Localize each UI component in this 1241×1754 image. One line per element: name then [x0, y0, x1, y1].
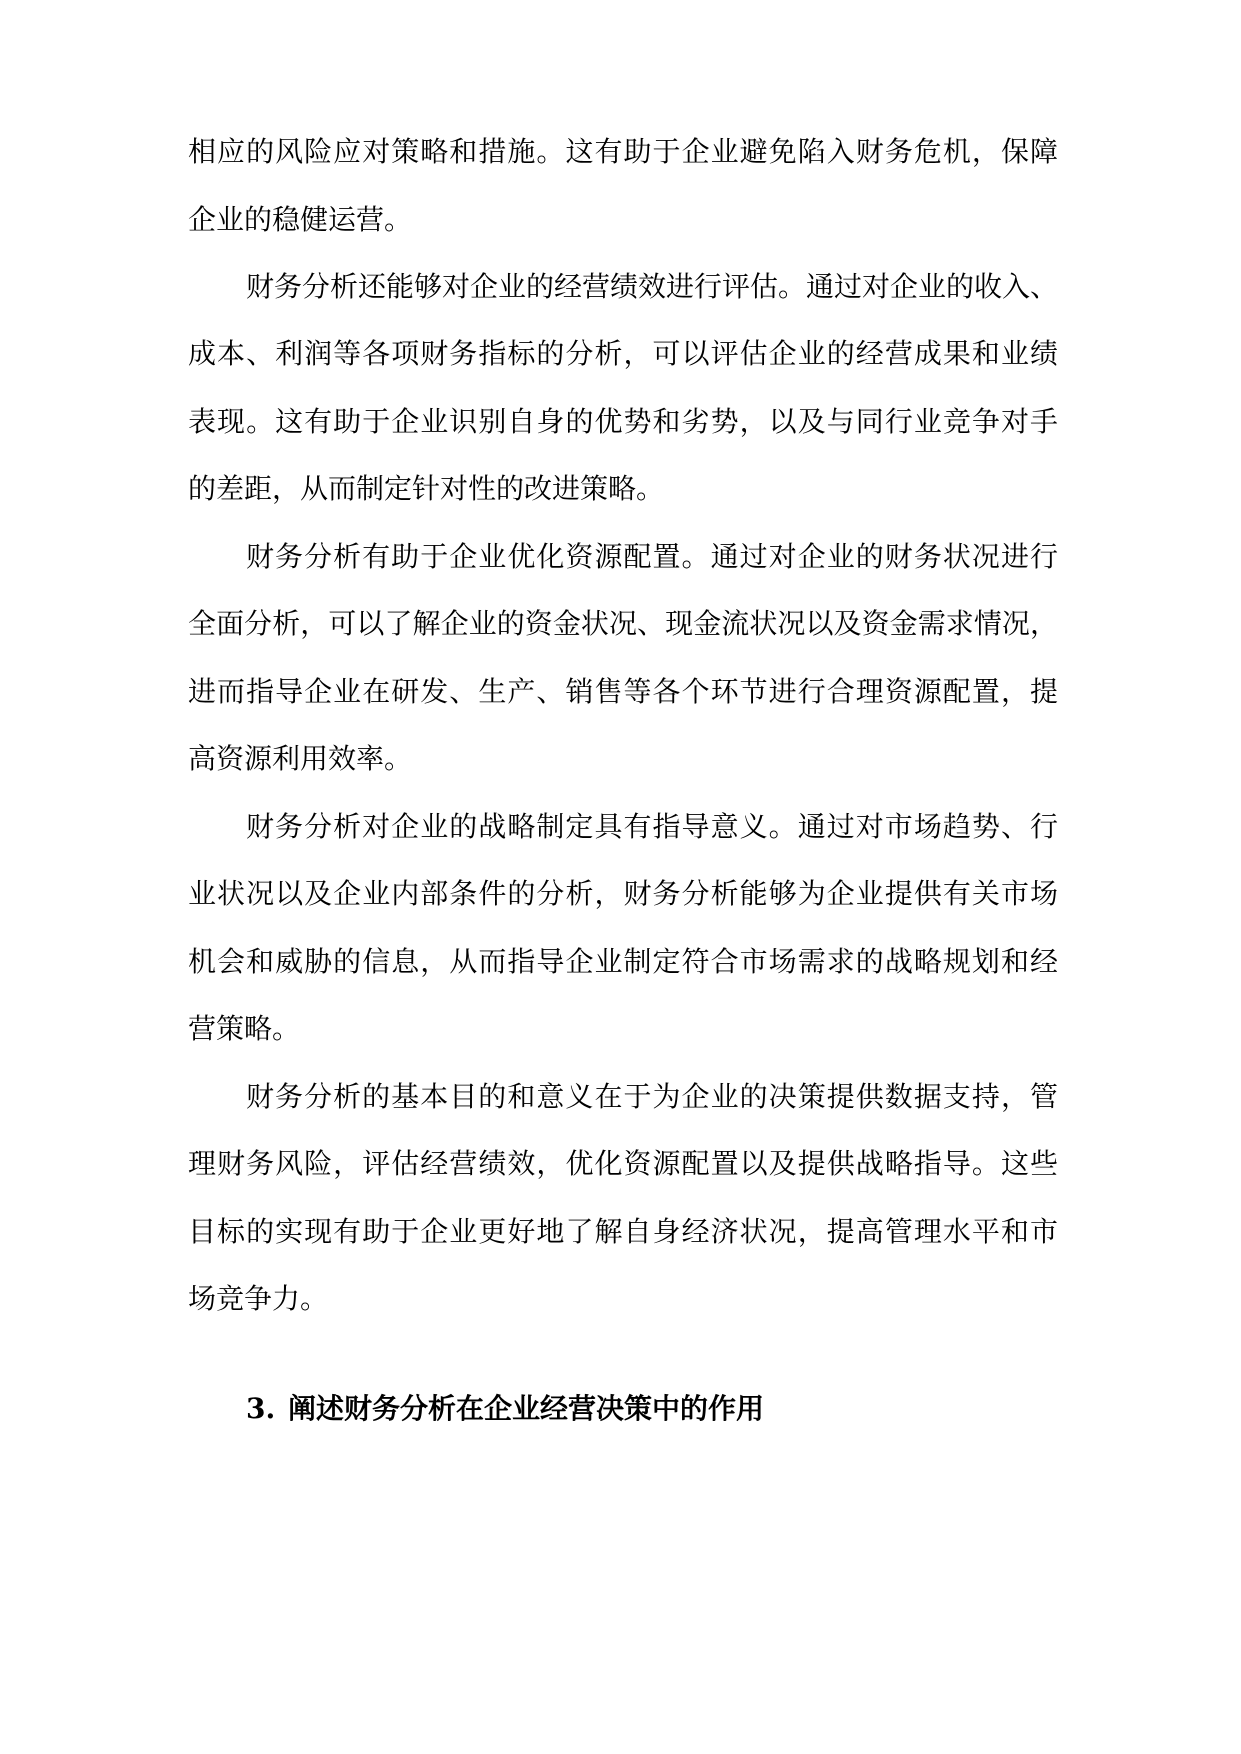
paragraph-line: 场竞争力。 — [188, 1282, 329, 1315]
paragraph-line: 财务分析有助于企业优化资源配置。通过对企业的财务状况进行 — [246, 540, 1058, 573]
paragraph-line: 表现。这有助于企业识别自身的优势和劣势，以及与同行业竞争对手 — [188, 405, 1058, 438]
section-title: 阐述财务分析在企业经营决策中的作用 — [288, 1392, 765, 1425]
section-heading — [246, 1389, 764, 1429]
paragraph-line: 企业的稳健运营。 — [188, 203, 413, 236]
paragraph-line: 的差距，从而制定针对性的改进策略。 — [188, 472, 665, 505]
paragraph-line: 财务分析对企业的战略制定具有指导意义。通过对市场趋势、行 — [246, 810, 1058, 843]
paragraph-line: 相应的风险应对策略和措施。这有助于企业避免陷入财务危机，保障 — [188, 135, 1058, 168]
paragraph-line: 营策略。 — [188, 1012, 301, 1045]
paragraph-line: 高资源利用效率。 — [188, 742, 413, 775]
paragraph-line: 财务分析的基本目的和意义在于为企业的决策提供数据支持，管 — [246, 1080, 1058, 1113]
section-number: 3. — [246, 1392, 276, 1425]
paragraph-line: 业状况以及企业内部条件的分析，财务分析能够为企业提供有关市场 — [188, 877, 1058, 910]
paragraph-line: 机会和威胁的信息，从而指导企业制定符合市场需求的战略规划和经 — [188, 945, 1058, 978]
paragraph-line: 进而指导企业在研发、生产、销售等各个环节进行合理资源配置，提 — [188, 675, 1058, 708]
paragraph-line: 成本、利润等各项财务指标的分析，可以评估企业的经营成果和业绩 — [188, 337, 1058, 370]
paragraph-line: 全面分析，可以了解企业的资金状况、现金流状况以及资金需求情况， — [188, 607, 1058, 640]
paragraph-line: 理财务风险，评估经营绩效，优化资源配置以及提供战略指导。这些 — [188, 1147, 1058, 1180]
paragraph-line: 财务分析还能够对企业的经营绩效进行评估。通过对企业的收入、 — [246, 270, 1058, 303]
paragraph-line: 目标的实现有助于企业更好地了解自身经济状况，提高管理水平和市 — [188, 1215, 1058, 1248]
